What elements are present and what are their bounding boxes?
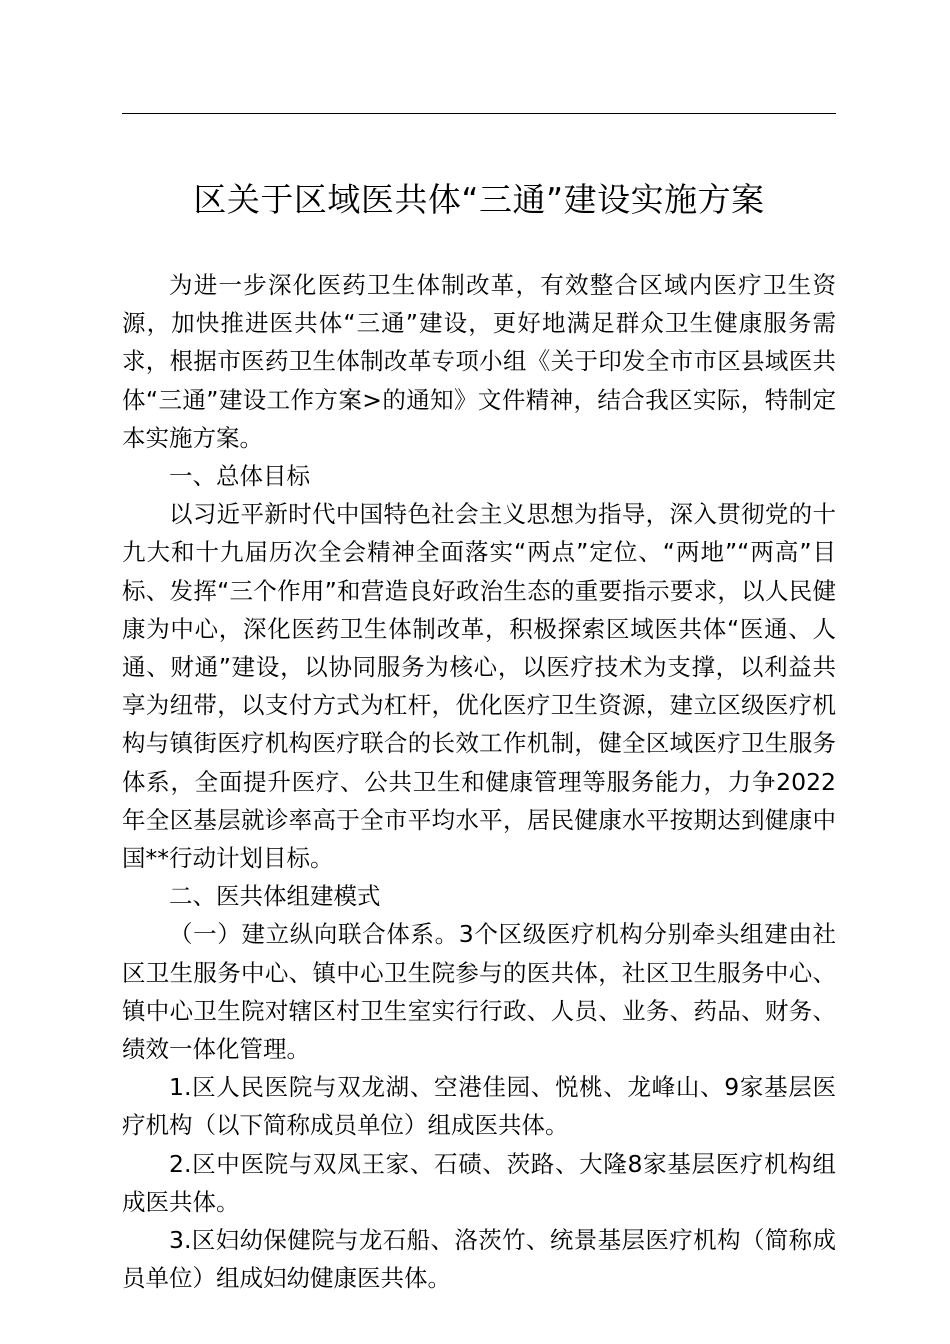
list-item-maternal-child-hospital: 3.区妇幼保健院与龙石船、洛茨竹、统景基层医疗机构（简称成员单位）组成妇幼健康医共体。 [122,1226,836,1293]
list-item-people-hospital: 1.区人民医院与双龙湖、空港佳园、悦桃、龙峰山、9家基层医疗机构（以下简称成员单位）组成医共体。 [122,1073,836,1140]
document-title: 区关于区域医共体“三通”建设实施方案 [193,180,765,219]
vertical-system-paragraph: （一）建立纵向联合体系。3个区级医疗机构分别牵头组建由社区卫生服务中心、镇中心卫生院参与的医共体，社区卫生服务中心、镇中心卫生院对辖区村卫生室实行行政、人员、业务、药品、财务、绩效一体化管理。 [122,920,836,1064]
overall-goal-paragraph: 以习近平新时代中国特色社会主义思想为指导，深入贯彻党的十九大和十九届历次全会精神全面落实“两点”定位、“两地”“两高”目标、发挥“三个作用”和营造良好政治生态的重要指示要求，以人民健康为中心，深化医药卫生体制改革，积极探索区域医共体“医通、人通、财通”建设，以协同服务为核心，以医疗技术为支撑，以利益共享为纽带，以支付方式为杠杆，优化医疗卫生资源，建立区级医疗机构与镇街医疗机构医疗联合的长效工作机制，健全区域医疗卫生服务体系，全面提升医疗、公共卫生和健康管理等服务能力，力争2022年全区基层就诊率高于全市平均水平，居民健康水平按期达到健康中国**行动计划目标。 [122,500,836,873]
list-item-tcm-hospital: 2.区中医院与双凤王家、石碛、茨路、大隆8家基层医疗机构组成医共体。 [122,1149,836,1216]
section-heading-overall-goal: 一、总体目标 [169,462,310,491]
intro-paragraph: 为进一步深化医药卫生体制改革，有效整合区域内医疗卫生资源，加快推进医共体“三通”建设，更好地满足群众卫生健康服务需求，根据市医药卫生体制改革专项小组《关于印发全市市区县域医共体“三通”建设工作方案>的通知》文件精神，结合我区实际，特制定本实施方案。 [122,271,836,452]
document-body [122,266,836,1297]
section-heading-organization-model: 二、医共体组建模式 [169,882,381,911]
header-rule [122,113,836,114]
